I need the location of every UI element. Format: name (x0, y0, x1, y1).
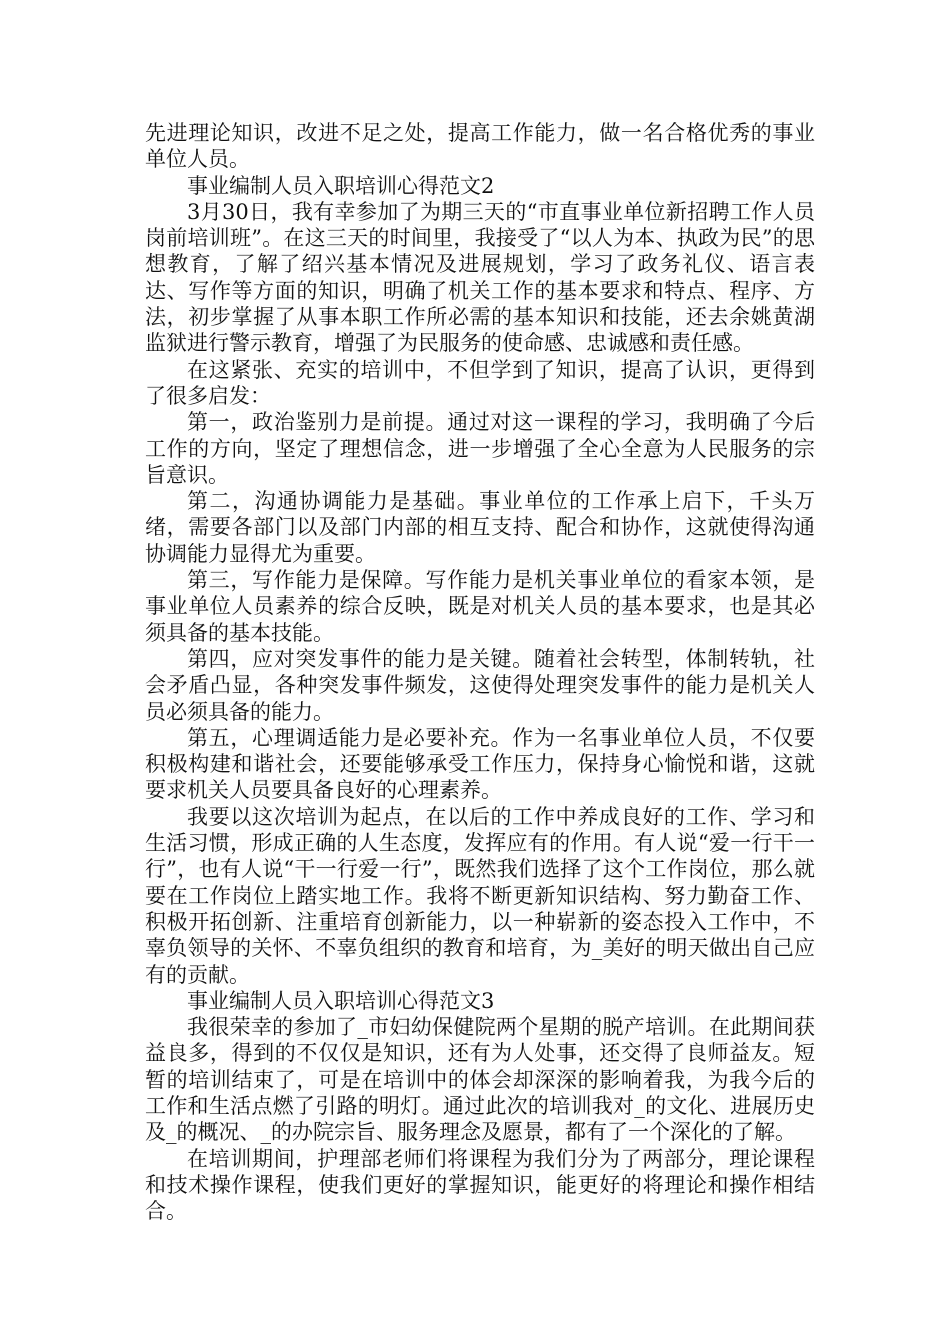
document-body (145, 120, 815, 1224)
paragraph: 在这紧张、充实的培训中，不但学到了知识，提高了认识，更得到了很多启发： (145, 357, 815, 408)
paragraph-continuation: 先进理论知识，改进不足之处，提高工作能力，做一名合格优秀的事业单位人员。 (145, 121, 815, 172)
paragraph: 我很荣幸的参加了_市妇幼保健院两个星期的脱产培训。在此期间获益良多，得到的不仅仅是知识，还有为人处事，还交得了良师益友。短暂的培训结束了，可是在培训中的体会却深深的影响着我，为我今后的工作和生活点燃了引路的明灯。通过此次的培训我对_的文化、进展历史及_的概况、_的办院宗旨、服务理念及愿景，都有了一个深化的了解。 (145, 1015, 815, 1145)
paragraph: 第一，政治鉴别力是前提。通过对这一课程的学习，我明确了今后工作的方向，坚定了理想信念，进一步增强了全心全意为人民服务的宗旨意识。 (145, 410, 815, 487)
paragraph: 我要以这次培训为起点，在以后的工作中养成良好的工作、学习和生活习惯，形成正确的人生态度，发挥应有的作用。有人说“爱一行干一行”，也有人说“干一行爱一行”，既然我们选择了这个工作岗位，那么就要在工作岗位上踏实地工作。我将不断更新知识结构、努力勤奋工作、积极开拓创新、注重培育创新能力，以一种崭新的姿态投入工作中，不辜负领导的关怀、不辜负组织的教育和培育，为_美好的明天做出自己应有的贡献。 (145, 804, 815, 987)
paragraph: 第三，写作能力是保障。写作能力是机关事业单位的看家本领，是事业单位人员素养的综合反映，既是对机关人员的基本要求，也是其必须具备的基本技能。 (145, 568, 815, 645)
section-heading-2: 事业编制人员入职培训心得范文2 (187, 173, 495, 198)
paragraph: 第四，应对突发事件的能力是关键。随着社会转型，体制转轨，社会矛盾凸显，各种突发事件频发，这使得处理突发事件的能力是机关人员必须具备的能力。 (145, 646, 815, 724)
paragraph: 第五，心理调适能力是必要补充。作为一名事业单位人员，不仅要积极构建和谐社会，还要能够承受工作压力，保持身心愉悦和谐，这就要求机关人员要具备良好的心理素养。 (145, 725, 815, 803)
section-heading-3: 事业编制人员入职培训心得范文3 (187, 988, 495, 1013)
paragraph: 第二，沟通协调能力是基础。事业单位的工作承上启下，千头万绪，需要各部门以及部门内部的相互支持、配合和协作，这就使得沟通协调能力显得尤为重要。 (145, 489, 815, 566)
paragraph: 3月30日，我有幸参加了为期三天的“市直事业单位新招聘工作人员岗前培训班”。在这三天的时间里，我接受了“以人为本、执政为民”的思想教育，了解了绍兴基本情况及进展规划，学习了政务礼仪、语言表达、写作等方面的知识，明确了机关工作的基本要求和特点、程序、方法，初步掌握了从事本职工作所必需的基本知识和技能，还去余姚黄湖监狱进行警示教育，增强了为民服务的使命感、忠诚感和责任感。 (145, 199, 815, 356)
paragraph: 在培训期间，护理部老师们将课程为我们分为了两部分，理论课程和技术操作课程，使我们更好的掌握知识，能更好的将理论和操作相结合。 (145, 1146, 815, 1224)
